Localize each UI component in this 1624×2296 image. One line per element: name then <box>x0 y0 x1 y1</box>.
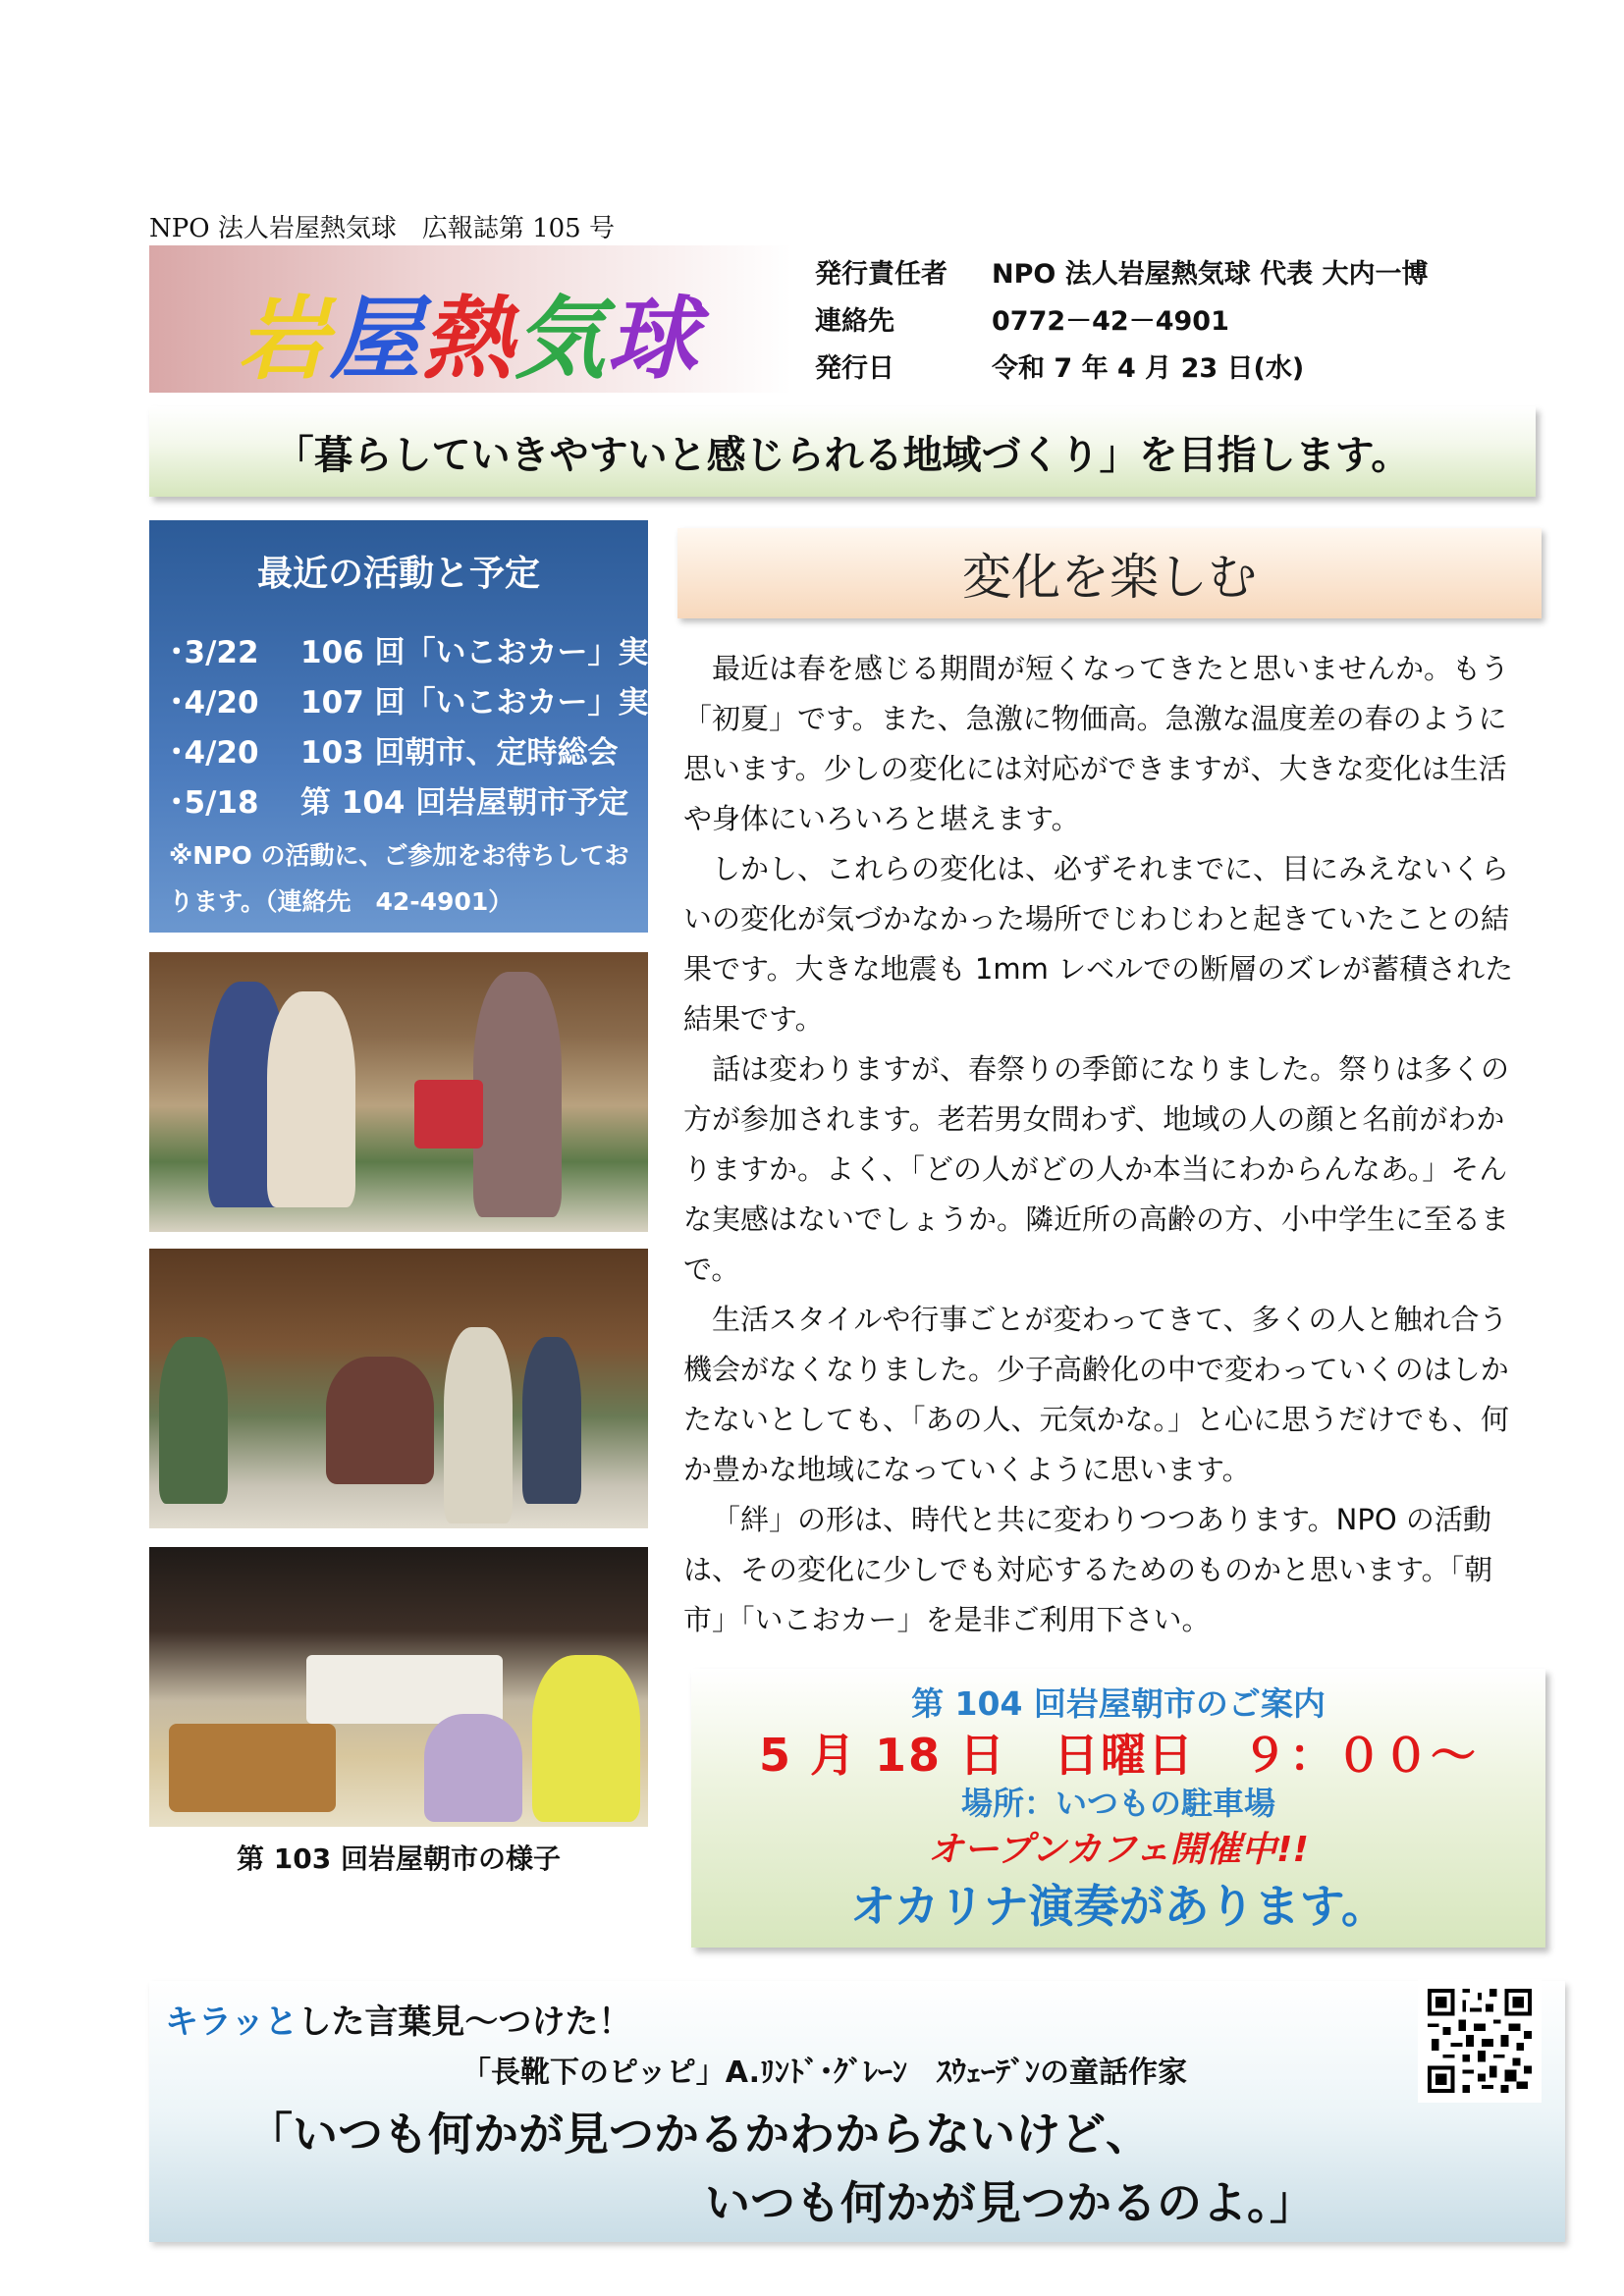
publisher-value: NPO 法人岩屋熱気球 代表 大内一博 <box>992 259 1429 290</box>
article-paragraph: 生活スタイルや行事ごとが変わってきて、多くの人と触れ合う機会がなくなりました。少子高齢化の中で変わっていくのはしかたないとしても、「あの人、元気かな。」と心に思うだけでも、何か豊かな地域になっていくように思います。 <box>683 1303 1510 1486</box>
issue-date-label: 発行日 <box>815 353 894 384</box>
title-char: 気 <box>514 287 608 392</box>
contact-value: 0772－42－4901 <box>992 306 1229 337</box>
contact-row <box>815 298 1429 346</box>
quote-panel <box>149 1981 1565 2242</box>
publisher-info <box>815 251 1429 393</box>
activity-date: ･3/22 <box>169 635 259 670</box>
title-char: 屋 <box>330 287 423 392</box>
quote-heading-rest: した言葉見～つけた！ <box>298 2002 632 2042</box>
activity-text: 第 104 回岩屋朝市予定 <box>300 785 629 821</box>
activity-date: ･5/18 <box>169 785 259 821</box>
activity-list <box>169 628 679 828</box>
quote-line-1: 「いつも何かが見つかるかわからないけど、 <box>247 2108 1151 2161</box>
issue-date-row <box>815 346 1429 393</box>
issue-date-value: 令和 7 年 4 月 23 日(水) <box>992 353 1305 384</box>
article-title-banner <box>677 528 1542 618</box>
quote-source: 「長靴下のピッピ」A.ﾘﾝﾄﾞ･ｸﾞﾚｰﾝ ｽｳｪｰﾃﾞﾝの童話作家 <box>461 2056 1187 2090</box>
slogan-text: 「暮らしていきやすいと感じられる地域づくり」を目指します。 <box>274 432 1411 478</box>
article-paragraph: 最近は春を感じる期間が短くなってきたと思いませんか。もう「初夏」です。また、急激に物価高。急激な温度差の春のように思います。少しの変化には対応ができますが、大きな変化は生活や身体にいろいろと堪えます。 <box>683 652 1510 835</box>
list-item <box>169 778 679 828</box>
issue-line: NPO 法人岩屋熱気球 広報誌第 105 号 <box>149 214 615 243</box>
activity-title: 最近の活動と予定 <box>256 554 540 594</box>
slogan-banner <box>149 406 1536 497</box>
masthead-title-box <box>149 245 792 393</box>
article-title: 変化を楽しむ <box>962 549 1257 606</box>
market-photo-3 <box>149 1547 648 1827</box>
activity-date: ･4/20 <box>169 735 259 771</box>
quote-line-2: いつも何かが見つかるのよ。」 <box>705 2176 1315 2229</box>
title-char: 球 <box>607 287 700 392</box>
event-notice <box>691 1669 1545 1948</box>
publisher-row <box>815 251 1429 298</box>
article-paragraph: 話は変わりますが、春祭りの季節になりました。祭りは多くの方が参加されます。老若男女問わず、地域の人の顔と名前がわかりますか。よく、「どの人がどの人か本当にわからんなあ。」そんな実感はないでしょうか。隣近所の高齢の方、小中学生に至るまで。 <box>683 1052 1510 1286</box>
photo-caption: 第 103 回岩屋朝市の様子 <box>237 1842 561 1875</box>
event-datetime: 5 月 18 日 日曜日 ９：００～ <box>758 1729 1479 1782</box>
activity-text: 107 回「いこおカー」実施 <box>300 685 679 721</box>
quote-heading <box>165 1995 631 2043</box>
article-paragraph: 「絆」の形は、時代と共に変わりつつあります。NPO の活動は、その変化に少しでも対応するためのものかと思います。「朝市」「いこおカー」を是非ご利用下さい。 <box>683 1503 1493 1636</box>
event-ocarina-notice: オカリナ演奏があります。 <box>849 1880 1387 1933</box>
activity-text: 103 回朝市、定時総会 <box>300 735 619 771</box>
article-body <box>683 644 1528 1645</box>
contact-label: 連絡先 <box>815 306 894 337</box>
article-paragraph: しかし、これらの変化は、必ずそれまでに、目にみえないくらいの変化が気づかなかった場所でじわじわと起きていたことの結果です。大きな地震も 1mm レベルでの断層のズレが蓄積された結果です。 <box>683 852 1514 1036</box>
event-title: 第 104 回岩屋朝市のご案内 <box>911 1684 1326 1723</box>
list-item <box>169 678 679 728</box>
title-char: 熱 <box>422 287 515 392</box>
title-char: 岩 <box>238 287 331 392</box>
activity-date: ･4/20 <box>169 685 259 721</box>
qr-code-graphic <box>1424 1985 1536 2097</box>
activity-panel <box>149 520 679 933</box>
list-item <box>169 728 679 778</box>
quote-heading-highlight: キラッと <box>165 2002 298 2042</box>
event-place: 場所：いつもの駐車場 <box>960 1785 1275 1822</box>
market-photo-2 <box>149 1249 648 1528</box>
activity-text: 106 回「いこおカー」実施 <box>300 635 679 670</box>
market-photo-1 <box>149 952 648 1232</box>
masthead-title <box>238 267 699 397</box>
event-cafe-notice: オープンカフェ開催中!! <box>928 1830 1309 1870</box>
activity-note: ※NPO の活動に、ご参加をお待ちしております。（連絡先 42-4901） <box>169 841 629 916</box>
qr-code[interactable] <box>1418 1979 1542 2103</box>
list-item <box>169 628 679 678</box>
publisher-label: 発行責任者 <box>815 259 947 290</box>
